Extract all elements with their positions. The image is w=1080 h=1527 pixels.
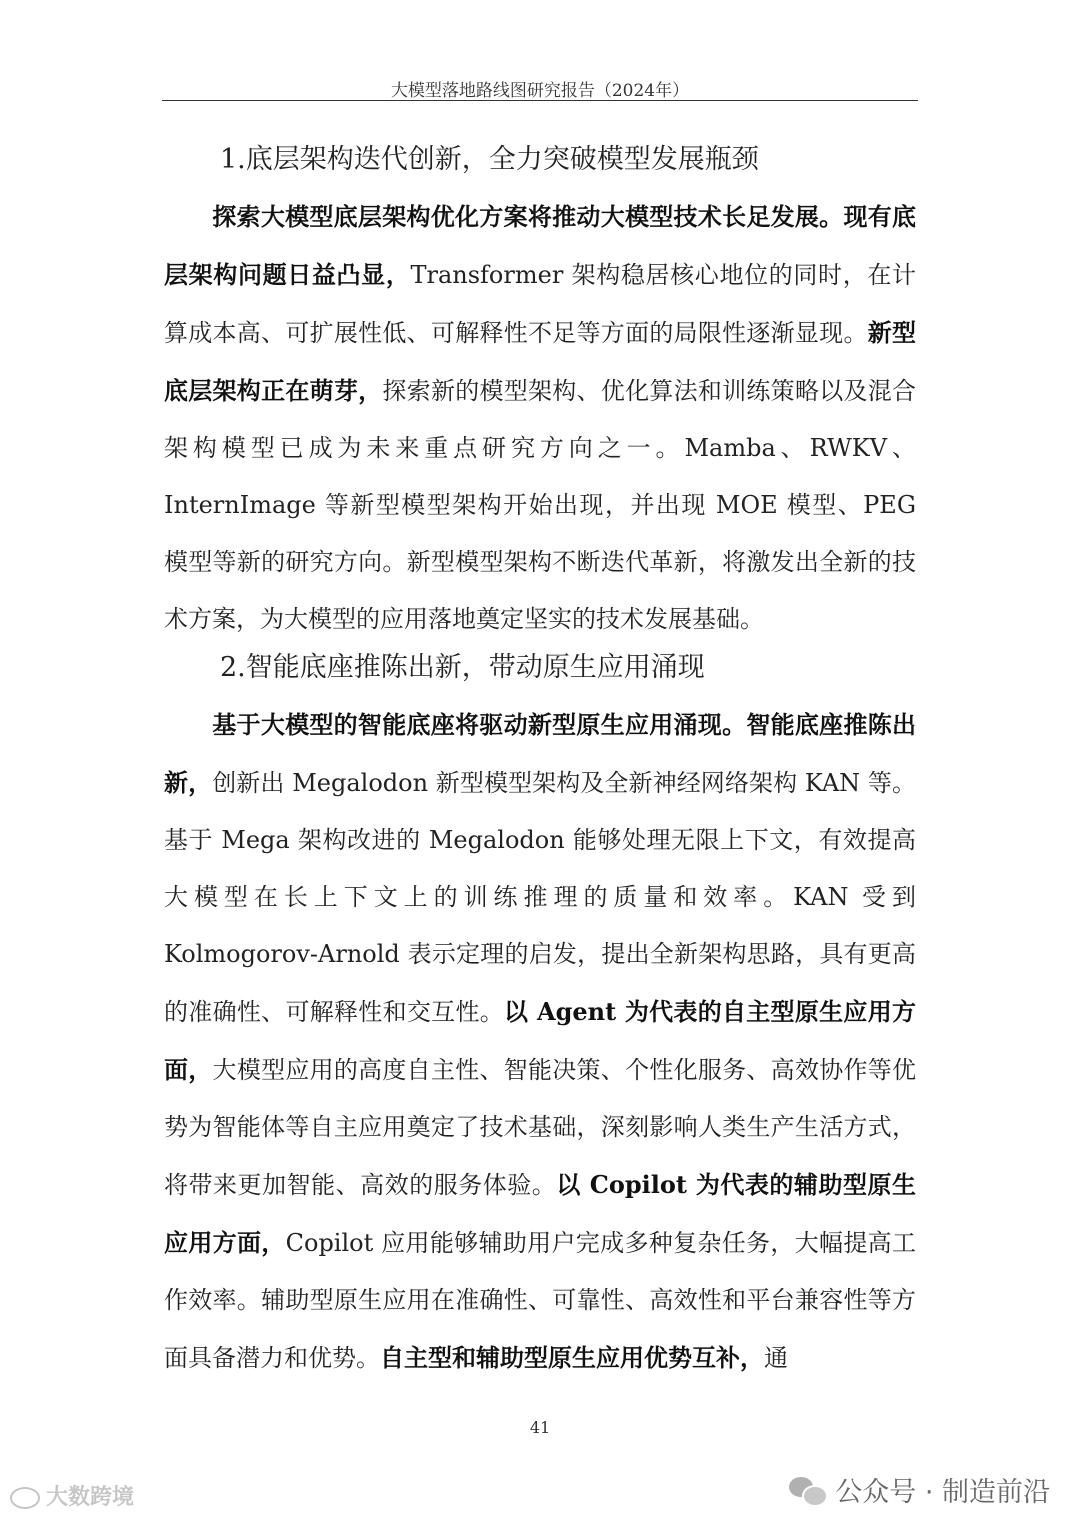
- watermark-left: [10, 1480, 134, 1511]
- section-heading-1: 1.底层架构迭代创新，全力突破模型发展瓶颈: [220, 144, 759, 175]
- chat-bubble-icon: [10, 1487, 40, 1509]
- section-1-paragraph: [164, 188, 916, 648]
- section-2-paragraph: [164, 696, 916, 1387]
- page-number: 41: [529, 1418, 551, 1437]
- bold-phrase: 自主型和辅助型原生应用优势互补，: [380, 1343, 764, 1372]
- body-text: 大模型应用的高度自主性、智能决策、个性化服务、高效协作等优势为智能体等自主应用奠定了技术基础，深刻影响人类生产生活方式，将带来更加智能、高效的服务体验。: [164, 1056, 917, 1199]
- body-text: 创新出 Megalodon 新型模型架构及全新神经网络架构 KAN 等。基于 Mega 架构改进的 Megalodon 能够处理无限上下文，有效提高大模型在长上下文上的训练推理的质量和效率。KAN 受到 Kolmogorov-Arnold 表示定理的启发，提出全新架构思路，具有更高的准确性、可解释性和交互性。: [164, 769, 916, 1026]
- watermark-right-text: 公众号 · 制造前沿: [835, 1477, 1050, 1508]
- body-text: 通: [764, 1344, 788, 1372]
- running-header: 大模型落地路线图研究报告（2024年）: [390, 81, 690, 101]
- wechat-icon: [789, 1475, 825, 1505]
- bold-lead: 基于大模型的智能底座将驱动新型原生应用涌现。智能底座推陈出新，: [164, 710, 916, 797]
- bold-phrase: 以 Copilot 为代表的辅助型原生应用方面，: [164, 1170, 917, 1257]
- section-heading-2: 2.智能底座推陈出新，带动原生应用涌现: [220, 652, 705, 683]
- body-text: Transformer 架构稳居核心地位的同时，在计算成本高、可扩展性低、可解释性不足等方面的局限性逐渐显现。: [164, 261, 916, 347]
- body-text: Copilot 应用能够辅助用户完成多种复杂任务，大幅提高工作效率。辅助型原生应用在准确性、可靠性、高效性和平台兼容性等方面具备潜力和优势。: [164, 1229, 917, 1372]
- header-rule: [162, 100, 918, 101]
- body-text: 探索新的模型架构、优化算法和训练策略以及混合架构模型已成为未来重点研究方向之一。Mamba、RWKV、InternImage 等新型模型架构开始出现，并出现 MOE 模型、PEG 模型等新的研究方向。新型模型架构不断迭代革新，将激发出全新的技术方案，为大模型的应用落地奠定坚实的技术发展基础。: [164, 377, 917, 633]
- bold-lead: 探索大模型底层架构优化方案将推动大模型技术长足发展。现有底层架构问题日益凸显，: [164, 202, 916, 289]
- watermark-right: [789, 1470, 1050, 1509]
- bold-phrase: 以 Agent 为代表的自主型原生应用方面，: [164, 997, 917, 1084]
- watermark-left-text: 大数跨境: [46, 1485, 135, 1510]
- bold-phrase: 新型底层架构正在萌芽，: [164, 318, 917, 405]
